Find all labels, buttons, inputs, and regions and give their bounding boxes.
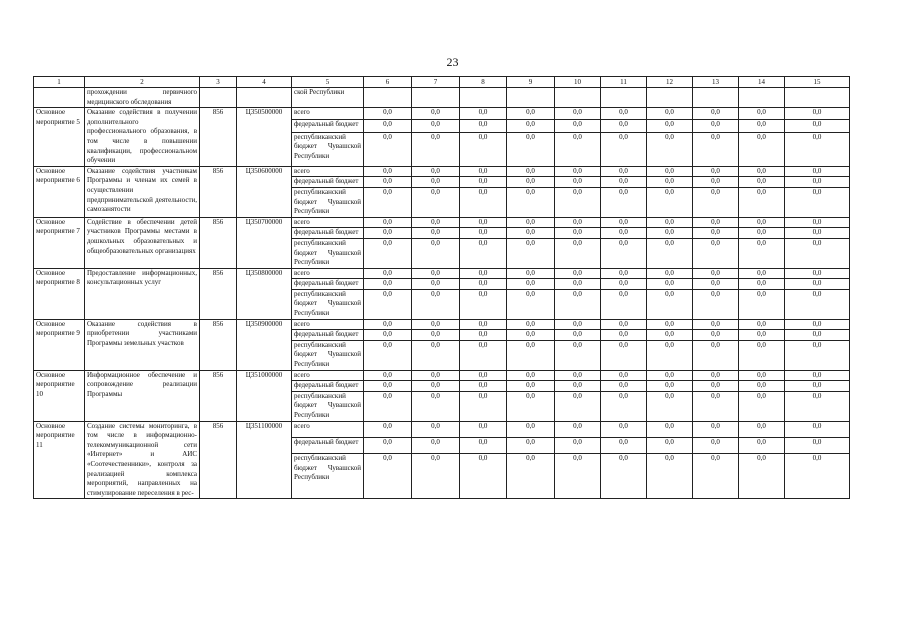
funding-source-cell: федеральный бюджет	[292, 177, 364, 188]
value-cell: 0,0	[601, 421, 647, 437]
value-cell: 0,0	[412, 268, 460, 279]
code-cell: Ц350900000	[237, 319, 292, 370]
value-cell: 0,0	[785, 437, 850, 453]
table-row	[34, 268, 850, 279]
value-cell: 0,0	[364, 289, 412, 319]
value-cell: 0,0	[739, 120, 785, 132]
value-cell: 0,0	[412, 289, 460, 319]
value-cell: 0,0	[460, 330, 507, 341]
value-cell: 0,0	[647, 319, 693, 330]
value-cell: 0,0	[364, 132, 412, 166]
header-row	[34, 77, 850, 88]
value-cell: 0,0	[412, 228, 460, 239]
event-name-cell: Основное мероприятие 9	[34, 319, 85, 370]
value-cell: 0,0	[460, 453, 507, 498]
value-cell: 0,0	[693, 132, 739, 166]
value-cell: 0,0	[785, 391, 850, 421]
event-name-cell: Основное мероприятие 7	[34, 217, 85, 268]
value-cell: 0,0	[647, 437, 693, 453]
value-cell: 0,0	[785, 381, 850, 392]
value-cell: 0,0	[412, 132, 460, 166]
value-cell: 0,0	[364, 437, 412, 453]
value-cell: 0,0	[460, 238, 507, 268]
funding-source-cell: республиканский бюджет Чувашской Республики	[292, 187, 364, 217]
value-cell: 0,0	[507, 391, 555, 421]
value-cell: 0,0	[693, 421, 739, 437]
value-cell: 0,0	[693, 217, 739, 228]
value-cell: 0,0	[460, 421, 507, 437]
value-cell: 0,0	[412, 437, 460, 453]
value-cell: 0,0	[364, 370, 412, 381]
value-cell: 0,0	[739, 370, 785, 381]
value-cell: 0,0	[412, 391, 460, 421]
value-cell: 0,0	[364, 381, 412, 392]
value-cell: 0,0	[785, 319, 850, 330]
value-cell: 0,0	[507, 120, 555, 132]
value-cell: 0,0	[412, 381, 460, 392]
table-row	[34, 217, 850, 228]
value-cell: 0,0	[785, 228, 850, 239]
value-cell: 0,0	[739, 391, 785, 421]
value-cell: 0,0	[739, 187, 785, 217]
event-name-cell: Основное мероприятие 8	[34, 268, 85, 319]
table-row	[34, 166, 850, 177]
value-cell: 0,0	[412, 177, 460, 188]
value-cell: 0,0	[507, 108, 555, 120]
value-cell: 0,0	[460, 120, 507, 132]
value-cell: 0,0	[693, 187, 739, 217]
value-cell: 0,0	[785, 289, 850, 319]
value-cell: 0,0	[647, 238, 693, 268]
value-cell: 0,0	[555, 319, 601, 330]
value-cell: 0,0	[555, 437, 601, 453]
value-cell: 0,0	[507, 166, 555, 177]
value-cell: 0,0	[364, 391, 412, 421]
value-cell: 0,0	[693, 370, 739, 381]
funding-source-cell: всего	[292, 268, 364, 279]
value-cell: 0,0	[507, 370, 555, 381]
value-cell: 0,0	[412, 340, 460, 370]
value-cell: 0,0	[507, 228, 555, 239]
column-header: 8	[460, 77, 507, 88]
value-cell: 0,0	[693, 108, 739, 120]
value-cell: 0,0	[739, 453, 785, 498]
value-cell: 0,0	[507, 132, 555, 166]
value-cell: 0,0	[601, 437, 647, 453]
value-cell: 0,0	[785, 370, 850, 381]
grbs-cell: 856	[200, 268, 237, 319]
value-cell: 0,0	[460, 340, 507, 370]
column-header: 7	[412, 77, 460, 88]
value-cell: 0,0	[460, 166, 507, 177]
funding-source-cell: всего	[292, 108, 364, 120]
value-cell: 0,0	[507, 177, 555, 188]
value-cell: 0,0	[364, 238, 412, 268]
column-header: 15	[785, 77, 850, 88]
funding-source-cell: республиканский бюджет Чувашской Республики	[292, 132, 364, 166]
value-cell: 0,0	[460, 217, 507, 228]
value-cell: 0,0	[693, 228, 739, 239]
code-cell: Ц350600000	[237, 166, 292, 217]
value-cell: 0,0	[601, 319, 647, 330]
value-cell: 0,0	[507, 453, 555, 498]
value-cell: 0,0	[412, 108, 460, 120]
value-cell: 0,0	[601, 166, 647, 177]
table-row	[34, 370, 850, 381]
value-cell: 0,0	[412, 187, 460, 217]
value-cell: 0,0	[364, 340, 412, 370]
value-cell: 0,0	[460, 319, 507, 330]
value-cell: 0,0	[601, 217, 647, 228]
column-header: 12	[647, 77, 693, 88]
value-cell: 0,0	[647, 330, 693, 341]
value-cell: 0,0	[739, 268, 785, 279]
value-cell: 0,0	[785, 187, 850, 217]
value-cell: 0,0	[460, 381, 507, 392]
value-cell: 0,0	[460, 289, 507, 319]
value-cell: 0,0	[739, 228, 785, 239]
value-cell: 0,0	[555, 217, 601, 228]
value-cell: 0,0	[555, 132, 601, 166]
value-cell: 0,0	[647, 370, 693, 381]
table-row	[34, 108, 850, 120]
value-cell: 0,0	[647, 177, 693, 188]
funding-source-cell: республиканский бюджет Чувашской Республики	[292, 391, 364, 421]
value-cell: 0,0	[555, 421, 601, 437]
continuation-row	[34, 88, 850, 108]
value-cell: 0,0	[739, 238, 785, 268]
value-cell: 0,0	[601, 228, 647, 239]
value-cell: 0,0	[364, 108, 412, 120]
value-cell: 0,0	[647, 391, 693, 421]
value-cell: 0,0	[693, 330, 739, 341]
event-description-cell: Оказание содействия в получении дополнительного профессионального образования, в том числе в повышении квалификации, профессиональном обучении	[85, 108, 200, 167]
column-header: 2	[85, 77, 200, 88]
value-cell: 0,0	[647, 279, 693, 290]
funding-source-cell: республиканский бюджет Чувашской Республики	[292, 238, 364, 268]
value-cell: 0,0	[364, 187, 412, 217]
value-cell: 0,0	[507, 279, 555, 290]
value-cell: 0,0	[785, 132, 850, 166]
value-cell: 0,0	[785, 238, 850, 268]
value-cell: 0,0	[785, 453, 850, 498]
value-cell: 0,0	[693, 238, 739, 268]
value-cell: 0,0	[412, 279, 460, 290]
code-cell: Ц350500000	[237, 108, 292, 167]
grbs-cell: 856	[200, 319, 237, 370]
event-description-cell: Оказание содействия участникам Программы и членам их семей в осуществлении предпринимательской деятельности, самозанятости	[85, 166, 200, 217]
event-name-cell: Основное мероприятие 5	[34, 108, 85, 167]
table-row	[34, 319, 850, 330]
value-cell: 0,0	[507, 187, 555, 217]
value-cell: 0,0	[739, 319, 785, 330]
code-cell: Ц350800000	[237, 268, 292, 319]
value-cell: 0,0	[555, 279, 601, 290]
value-cell: 0,0	[647, 108, 693, 120]
value-cell: 0,0	[364, 217, 412, 228]
event-description-cell: Предоставление информационных, консультационных услуг	[85, 268, 200, 319]
funding-source-cell: федеральный бюджет	[292, 330, 364, 341]
value-cell: 0,0	[555, 330, 601, 341]
value-cell: 0,0	[601, 187, 647, 217]
value-cell: 0,0	[601, 268, 647, 279]
value-cell: 0,0	[460, 268, 507, 279]
budget-table	[33, 76, 850, 499]
value-cell: 0,0	[507, 238, 555, 268]
value-cell: 0,0	[647, 453, 693, 498]
value-cell: 0,0	[739, 279, 785, 290]
value-cell: 0,0	[412, 319, 460, 330]
value-cell: 0,0	[460, 370, 507, 381]
event-description-cell: Содействие в обеспечении детей участников Программы местами в дошкольных образовательных и общеобразовательных организациях	[85, 217, 200, 268]
value-cell: 0,0	[555, 381, 601, 392]
column-header: 1	[34, 77, 85, 88]
event-description-cell: Создание системы мониторинга, в том числе в информационно-телекоммуникационной сети «Интернет» и АИС «Соотечественники», контроля за реализацией комплекса мероприятий, направленных на стимулирование переселения в рес-	[85, 421, 200, 499]
value-cell: 0,0	[785, 268, 850, 279]
value-cell: 0,0	[739, 217, 785, 228]
value-cell: 0,0	[739, 340, 785, 370]
value-cell: 0,0	[601, 289, 647, 319]
event-name-cell: Основное мероприятие 10	[34, 370, 85, 421]
value-cell: 0,0	[507, 421, 555, 437]
value-cell: 0,0	[739, 437, 785, 453]
value-cell: 0,0	[647, 421, 693, 437]
value-cell: 0,0	[739, 330, 785, 341]
value-cell: 0,0	[460, 391, 507, 421]
funding-source-cell: всего	[292, 166, 364, 177]
funding-source-cell: всего	[292, 421, 364, 437]
value-cell: 0,0	[785, 330, 850, 341]
value-cell: 0,0	[412, 421, 460, 437]
value-cell: 0,0	[364, 166, 412, 177]
event-name-cell: Основное мероприятие 11	[34, 421, 85, 499]
grbs-cell: 856	[200, 421, 237, 499]
value-cell: 0,0	[601, 177, 647, 188]
value-cell: 0,0	[647, 120, 693, 132]
value-cell: 0,0	[785, 108, 850, 120]
value-cell: 0,0	[785, 421, 850, 437]
value-cell: 0,0	[555, 108, 601, 120]
value-cell: 0,0	[601, 330, 647, 341]
value-cell: 0,0	[460, 279, 507, 290]
value-cell: 0,0	[693, 381, 739, 392]
grbs-cell: 856	[200, 217, 237, 268]
value-cell: 0,0	[364, 120, 412, 132]
funding-source-cell: всего	[292, 217, 364, 228]
value-cell: 0,0	[364, 330, 412, 341]
name-cell	[34, 88, 85, 108]
value-cell: 0,0	[601, 132, 647, 166]
value-cell: 0,0	[693, 177, 739, 188]
value-cell: 0,0	[460, 108, 507, 120]
value-cell: 0,0	[507, 268, 555, 279]
value-cell: 0,0	[647, 228, 693, 239]
value-cell: 0,0	[693, 120, 739, 132]
value-cell: 0,0	[785, 217, 850, 228]
value-cell: 0,0	[647, 187, 693, 217]
column-header: 5	[292, 77, 364, 88]
value-cell: 0,0	[412, 166, 460, 177]
value-cell: 0,0	[555, 370, 601, 381]
funding-source-cell: федеральный бюджет	[292, 381, 364, 392]
value-cell: 0,0	[364, 268, 412, 279]
value-cell: 0,0	[693, 453, 739, 498]
value-cell: 0,0	[555, 228, 601, 239]
funding-source-cell: федеральный бюджет	[292, 228, 364, 239]
value-cell: 0,0	[739, 108, 785, 120]
value-cell: 0,0	[601, 453, 647, 498]
value-cell: 0,0	[693, 340, 739, 370]
value-cell: 0,0	[412, 120, 460, 132]
value-cell: 0,0	[364, 319, 412, 330]
funding-source-cell: федеральный бюджет	[292, 437, 364, 453]
funding-source-cell: республиканский бюджет Чувашской Республики	[292, 453, 364, 498]
funding-source-cell: федеральный бюджет	[292, 120, 364, 132]
grbs-cell: 856	[200, 108, 237, 167]
funding-source-cell: республиканский бюджет Чувашской Республики	[292, 289, 364, 319]
value-cell: 0,0	[601, 391, 647, 421]
value-cell: 0,0	[507, 330, 555, 341]
value-cell: 0,0	[647, 289, 693, 319]
value-cell: 0,0	[693, 319, 739, 330]
value-cell: 0,0	[785, 120, 850, 132]
code-cell: Ц351000000	[237, 370, 292, 421]
value-cell: 0,0	[412, 453, 460, 498]
value-cell: 0,0	[460, 228, 507, 239]
description-cell: прохождении первичного медицинского обследования	[85, 88, 200, 108]
value-cell: 0,0	[460, 187, 507, 217]
value-cell: 0,0	[785, 177, 850, 188]
value-cell: 0,0	[601, 120, 647, 132]
value-cell: 0,0	[507, 340, 555, 370]
event-name-cell: Основное мероприятие 6	[34, 166, 85, 217]
value-cell: 0,0	[693, 279, 739, 290]
page-number: 23	[446, 55, 459, 69]
value-cell: 0,0	[364, 421, 412, 437]
value-cell: 0,0	[601, 238, 647, 268]
code-cell: Ц351100000	[237, 421, 292, 499]
value-cell: 0,0	[693, 391, 739, 421]
value-cell: 0,0	[647, 340, 693, 370]
value-cell: 0,0	[555, 289, 601, 319]
funding-source-cell: федеральный бюджет	[292, 279, 364, 290]
value-cell: 0,0	[460, 132, 507, 166]
value-cell: 0,0	[507, 381, 555, 392]
value-cell: 0,0	[739, 381, 785, 392]
value-cell: 0,0	[601, 108, 647, 120]
value-cell: 0,0	[601, 340, 647, 370]
value-cell: 0,0	[555, 340, 601, 370]
value-cell: 0,0	[460, 177, 507, 188]
value-cell: 0,0	[412, 330, 460, 341]
value-cell: 0,0	[601, 370, 647, 381]
table-row	[34, 421, 850, 437]
value-cell: 0,0	[555, 177, 601, 188]
column-header: 10	[555, 77, 601, 88]
value-cell: 0,0	[647, 217, 693, 228]
value-cell: 0,0	[555, 238, 601, 268]
value-cell: 0,0	[739, 132, 785, 166]
value-cell: 0,0	[693, 289, 739, 319]
funding-source-cell: всего	[292, 370, 364, 381]
event-description-cell: Оказание содействия в приобретении участниками Программы земельных участков	[85, 319, 200, 370]
value-cell: 0,0	[739, 421, 785, 437]
value-cell: 0,0	[555, 391, 601, 421]
value-cell: 0,0	[555, 166, 601, 177]
value-cell: 0,0	[555, 120, 601, 132]
column-header: 6	[364, 77, 412, 88]
value-cell: 0,0	[647, 166, 693, 177]
value-cell: 0,0	[412, 238, 460, 268]
value-cell: 0,0	[647, 268, 693, 279]
value-cell: 0,0	[647, 381, 693, 392]
source-cell: ской Республики	[292, 88, 364, 108]
value-cell: 0,0	[739, 166, 785, 177]
column-header: 3	[200, 77, 237, 88]
value-cell: 0,0	[364, 453, 412, 498]
value-cell: 0,0	[507, 217, 555, 228]
grbs-cell: 856	[200, 370, 237, 421]
code-cell: Ц350700000	[237, 217, 292, 268]
event-description-cell: Информационное обеспечение и сопровождение реализации Программы	[85, 370, 200, 421]
value-cell: 0,0	[460, 437, 507, 453]
value-cell: 0,0	[785, 279, 850, 290]
value-cell: 0,0	[507, 289, 555, 319]
value-cell: 0,0	[555, 187, 601, 217]
value-cell: 0,0	[507, 319, 555, 330]
funding-source-cell: республиканский бюджет Чувашской Республики	[292, 340, 364, 370]
value-cell: 0,0	[785, 166, 850, 177]
value-cell: 0,0	[507, 437, 555, 453]
value-cell: 0,0	[412, 217, 460, 228]
column-header: 9	[507, 77, 555, 88]
grbs-cell: 856	[200, 166, 237, 217]
value-cell: 0,0	[693, 437, 739, 453]
value-cell: 0,0	[412, 370, 460, 381]
value-cell: 0,0	[693, 268, 739, 279]
value-cell: 0,0	[555, 453, 601, 498]
value-cell: 0,0	[601, 279, 647, 290]
value-cell: 0,0	[693, 166, 739, 177]
funding-source-cell: всего	[292, 319, 364, 330]
value-cell: 0,0	[739, 289, 785, 319]
value-cell: 0,0	[364, 279, 412, 290]
column-header: 4	[237, 77, 292, 88]
value-cell: 0,0	[601, 381, 647, 392]
value-cell: 0,0	[785, 340, 850, 370]
value-cell: 0,0	[364, 177, 412, 188]
value-cell: 0,0	[364, 228, 412, 239]
value-cell: 0,0	[647, 132, 693, 166]
column-header: 11	[601, 77, 647, 88]
value-cell: 0,0	[739, 177, 785, 188]
column-header: 14	[739, 77, 785, 88]
value-cell: 0,0	[555, 268, 601, 279]
column-header: 13	[693, 77, 739, 88]
